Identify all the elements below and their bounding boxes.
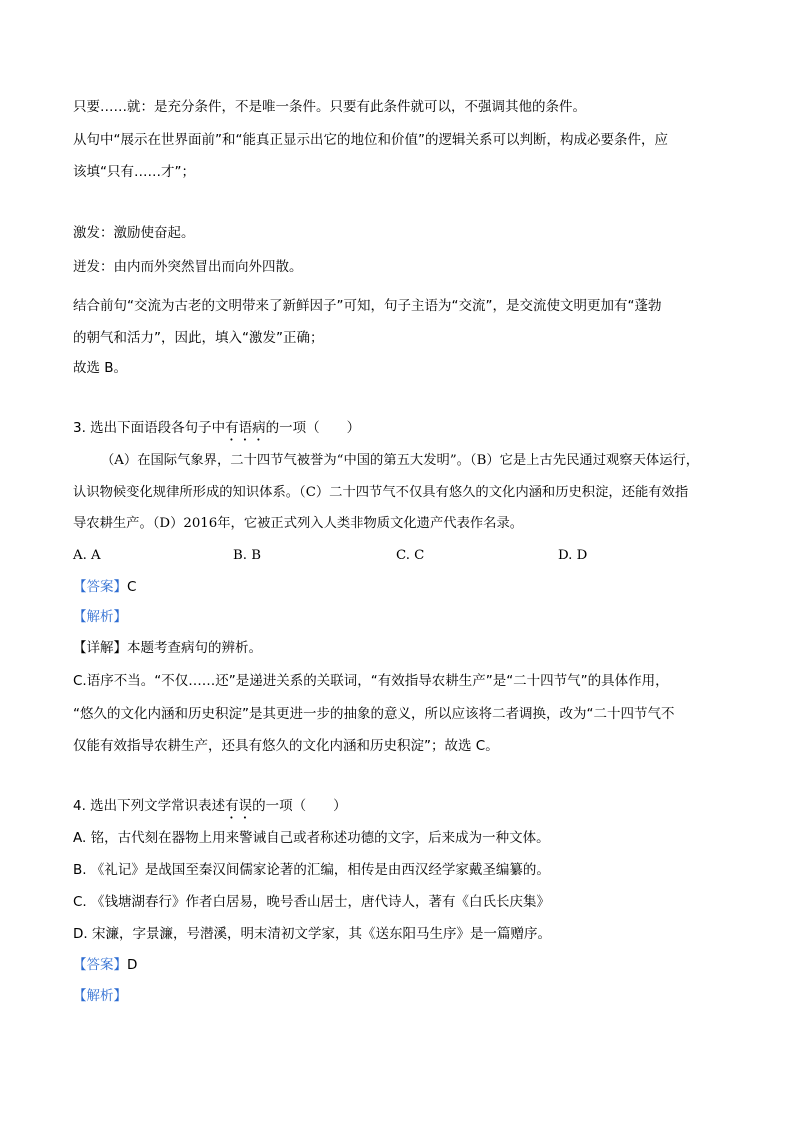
text-line: 只要……就：是充分条件，不是唯一条件。只要有此条件就可以，不强调其他的条件。 — [73, 99, 586, 115]
text-line: 故选 B。 — [73, 360, 128, 376]
definition-bengfa: 迸发：由内而外突然冒出而向外四散。 — [73, 259, 303, 275]
option-b: B. B — [233, 548, 261, 563]
answer-tag: 【答案】 — [73, 579, 127, 595]
question-4-title: 4. 选出下列文学常识表述有误的一项（ ） — [73, 798, 347, 814]
option-c: C. C — [396, 548, 425, 563]
explanation-line: “悠久的文化内涵和历史积淀”是其更进一步的抽象的意义，所以应该将二者调换，改为“二十四节气不 — [73, 706, 675, 722]
text-line: 结合前句“交流为古老的文明带来了新鲜因子”可知，句子主语为“交流”，是交流使文明更加有“蓬勃 — [73, 298, 662, 314]
text-line: 的朝气和活力”，因此，填入“激发”正确； — [73, 330, 324, 346]
text-line: 从句中“展示在世界面前”和“能真正显示出它的地位和价值”的逻辑关系可以判断，构成必要条件，应 — [73, 132, 668, 148]
definition-jifa: 激发：激励使奋起。 — [73, 225, 195, 241]
answer-value: D — [127, 957, 138, 973]
detail-line: 【详解】本题考查病句的辨析。 — [73, 640, 262, 656]
option-d: D. D — [558, 548, 588, 563]
passage-line: （A）在国际气象界，二十四节气被誉为“中国的第五大发明”。（B）它是上古先民通过观察天体运行， — [101, 453, 700, 468]
question-3-title: 3. 选出下面语段各句子中有语病的一项（ ） — [73, 420, 361, 436]
analysis-tag: 【解析】 — [73, 609, 127, 625]
answer-line — [73, 955, 137, 975]
emphasis-text: 有误 — [225, 798, 253, 814]
text-line: 该填“只有……才”； — [73, 164, 195, 180]
option-a: A. A — [73, 548, 101, 563]
analysis-tag: 【解析】 — [73, 988, 127, 1004]
answer-line — [73, 577, 136, 597]
answer-value: C — [127, 579, 137, 595]
question-3-options — [73, 546, 773, 566]
explanation-line: 仅能有效指导农耕生产，还具有悠久的文化内涵和历史积淀”；故选 C。 — [73, 738, 499, 754]
passage-line: 认识物候变化规律所形成的知识体系。（C）二十四节气不仅具有悠久的文化内涵和历史积淀，还能有效指 — [73, 485, 689, 500]
option-b: B. 《礼记》是战国至秦汉间儒家论著的汇编，相传是由西汉经学家戴圣编纂的。 — [73, 862, 550, 878]
emphasis-text: 有语病 — [225, 420, 266, 436]
passage-line: 导农耕生产。（D）2016年，它被正式列入人类非物质文化遗产代表作名录。 — [73, 516, 524, 531]
detail-tag: 【详解】 — [73, 640, 127, 656]
option-a: A. 铭，古代刻在器物上用来警诫自己或者称述功德的文字，后来成为一种文体。 — [73, 830, 550, 846]
explanation-line: C.语序不当。“不仅……还”是递进关系的关联词，“有效指导农耕生产”是“二十四节气”的具体作用， — [73, 673, 669, 689]
option-d: D. 宋濂，字景濂，号潜溪，明末清初文学家，其《送东阳马生序》是一篇赠序。 — [73, 926, 551, 942]
answer-tag: 【答案】 — [73, 957, 127, 973]
option-c: C. 《钱塘湖春行》作者白居易，晚号香山居士，唐代诗人，著有《白氏长庆集》 — [73, 894, 551, 910]
